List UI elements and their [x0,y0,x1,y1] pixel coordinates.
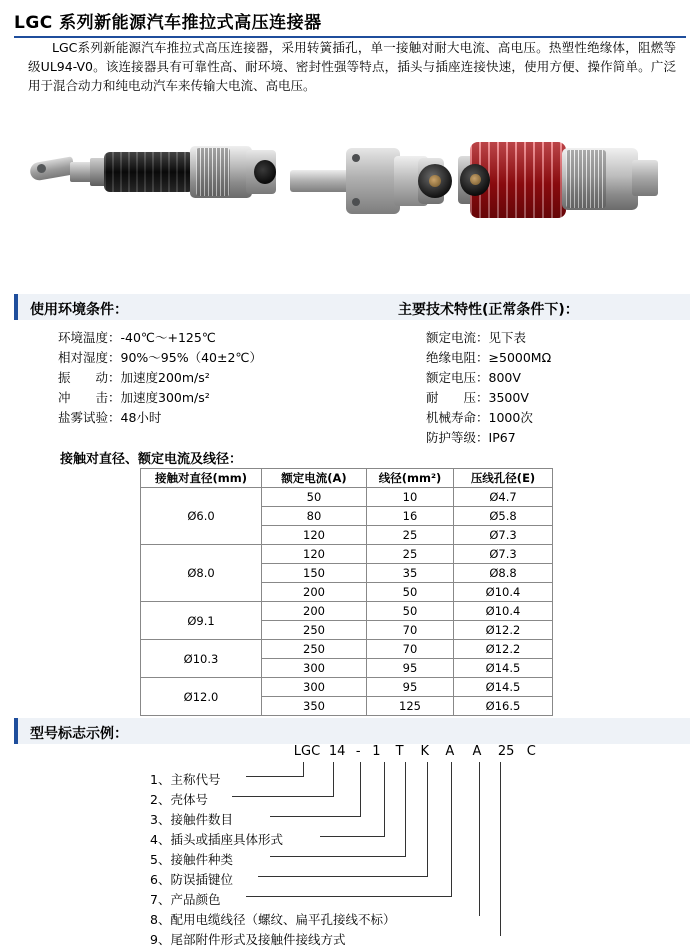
current-cell: 80 [262,507,367,526]
page-title-block [14,8,686,38]
tail-nut [632,160,658,196]
legend-item: 7、产品颜色 [150,892,221,907]
wire-cell: 10 [367,488,454,507]
contact-bore [254,160,276,184]
legend-item: 6、防误插键位 [150,872,233,887]
wire-cell: 50 [367,583,454,602]
spec-row [426,328,686,348]
spec-value: 800V [488,370,521,385]
spec-value: -40℃～+125℃ [120,330,216,345]
env-heading: 使用环境条件： [30,302,128,318]
bore-cell: Ø7.3 [454,545,553,564]
bore-cell: Ø14.5 [454,659,553,678]
table-row [141,545,553,564]
leader-line-5 [405,762,406,856]
wire-cell: 70 [367,640,454,659]
current-cell: 150 [262,564,367,583]
spec-key: 防护等级： [426,430,489,445]
spec-row [426,368,686,388]
code-segment-8: A [472,744,482,759]
code-segment-5: T [395,744,404,759]
current-cell: 50 [262,488,367,507]
bore-cell: Ø14.5 [454,678,553,697]
page-title: LGC 系列新能源汽车推拉式高压连接器 [14,13,322,33]
code-segment-1: LGC [293,744,321,759]
bore-cell: Ø16.5 [454,697,553,716]
bore-cell: Ø4.7 [454,488,553,507]
wire-cell: 50 [367,602,454,621]
spec-value: ≥5000MΩ [488,350,552,365]
spec-row [58,348,358,368]
bore-cell: Ø10.4 [454,602,553,621]
tech-spec-list [426,328,686,448]
model-code-row [292,744,539,759]
spec-value: 3500V [488,390,529,405]
diameter-cell: Ø6.0 [141,488,262,545]
center-pin [429,175,441,187]
current-cell: 200 [262,602,367,621]
spec-value: IP67 [488,430,516,445]
spec-row [426,348,686,368]
current-cell: 120 [262,526,367,545]
code-segment-4: 1 [372,744,381,759]
spec-value: 见下表 [488,330,527,345]
wire-cell: 35 [367,564,454,583]
spec-row [58,328,358,348]
code-segment-2: 14 [328,744,346,759]
spec-key: 振 动： [58,370,121,385]
wire-cell: 25 [367,545,454,564]
code-segment-3: - [355,744,361,759]
spec-row [426,388,686,408]
spec-key: 冲 击： [58,390,121,405]
legend-item: 1、主称代号 [150,772,221,787]
crimp-neck [70,162,92,182]
spec-row [426,408,686,428]
wire-cell: 25 [367,526,454,545]
spec-row [58,368,358,388]
current-cell: 250 [262,621,367,640]
rubber-boot [104,152,194,192]
model-legend-list [150,770,395,950]
leader-line-9 [500,762,501,936]
legend-item: 5、接触件种类 [150,852,233,867]
spec-key: 环境温度： [58,330,121,345]
leader-line-8 [479,762,480,916]
wire-cell: 95 [367,659,454,678]
product-photo-row [0,130,700,250]
knurled-grip [566,150,606,208]
diameter-cell: Ø9.1 [141,602,262,640]
legend-item: 4、插头或插座具体形式 [150,832,283,847]
spec-value: 加速度300m/s² [120,390,210,405]
legend-item: 3、接触件数目 [150,812,233,827]
spec-key: 额定电流： [426,330,489,345]
spec-value: 1000次 [488,410,533,425]
tech-heading: 主要技术特性(正常条件下)： [398,302,579,318]
model-designation-diagram [0,718,700,947]
spec-key: 绝缘电阻： [426,350,489,365]
bore-cell: Ø10.4 [454,583,553,602]
table-row [141,602,553,621]
current-cell: 250 [262,640,367,659]
table-row [141,678,553,697]
bore-cell: Ø12.2 [454,640,553,659]
diameter-cell: Ø12.0 [141,678,262,716]
table-header-cell: 压线孔径(E) [454,469,553,488]
legend-item: 9、尾部附件形式及接触件接线方式 [150,932,346,947]
flange-hole-top [352,154,360,162]
current-cell: 200 [262,583,367,602]
current-cell: 300 [262,678,367,697]
spec-key: 相对湿度： [58,350,121,365]
contact-current-table [140,468,553,716]
diameter-cell: Ø8.0 [141,545,262,602]
code-segment-6: K [420,744,429,759]
bore-cell: Ø8.8 [454,564,553,583]
leader-line-7 [451,762,452,896]
legend-item: 8、配用电缆线径（螺纹、扁平孔接线不标） [150,912,396,927]
table-row [141,488,553,507]
knurled-grip [196,148,230,196]
wire-cell: 125 [367,697,454,716]
spec-value: 加速度200m/s² [120,370,210,385]
terminal-lug [29,156,75,181]
table-header-cell: 线径(mm²) [367,469,454,488]
table-header-cell: 接触对直径(mm) [141,469,262,488]
spec-value: 90%～95%（40±2℃） [120,350,262,365]
center-pin [470,174,481,185]
table-row [141,640,553,659]
flange-hole-bottom [352,198,360,206]
bore-cell: Ø7.3 [454,526,553,545]
code-segment-7: A [445,744,455,759]
bore-cell: Ø5.8 [454,507,553,526]
table-header-row [141,469,553,488]
current-cell: 350 [262,697,367,716]
spec-row [58,408,358,428]
intro-paragraph: LGC系列新能源汽车推拉式高压连接器，采用转簧插孔，单一接触对耐大电流、高电压。热塑性绝缘体，阻燃等级UL94-V0。该连接器具有可靠性高、耐环境、密封性强等特点，插头与插座连接快速，使用方便、操作简单。广泛用于混合动力和纯电动汽车来传输大电流、高电压。 [28,40,676,93]
wire-cell: 16 [367,507,454,526]
connector-red-plug-image [470,134,670,228]
wire-cell: 95 [367,678,454,697]
spec-key: 耐 压： [426,390,489,405]
legend-item: 2、壳体号 [150,792,208,807]
leader-line-6 [427,762,428,876]
spec-row [426,428,686,448]
table-caption: 接触对直径、额定电流及线径： [60,452,243,467]
spec-key: 盐雾试验： [58,410,121,425]
env-spec-list [58,328,358,428]
spec-key: 机械寿命： [426,410,489,425]
rear-tube [290,170,352,192]
code-segment-10: C [526,744,536,759]
spec-value: 48小时 [120,410,162,425]
connector-cable-assembly-image [30,140,270,220]
bore-cell: Ø12.2 [454,621,553,640]
model-heading: 型号标志示例： [30,726,128,742]
wire-cell: 70 [367,621,454,640]
spec-key: 额定电压： [426,370,489,385]
current-cell: 300 [262,659,367,678]
current-cell: 120 [262,545,367,564]
code-segment-9: 25 [497,744,515,759]
diameter-cell: Ø10.3 [141,640,262,678]
table-header-cell: 额定电流(A) [262,469,367,488]
connector-flange-receptacle-image [290,136,450,226]
spec-row [58,388,358,408]
